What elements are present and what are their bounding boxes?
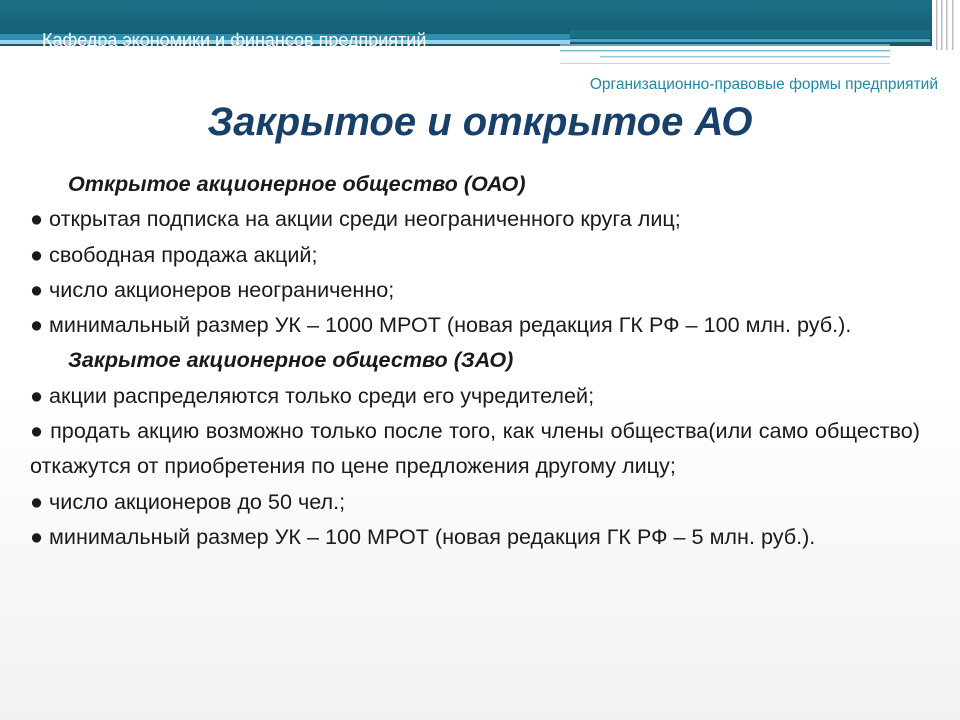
slide-subtitle: Организационно-правовые формы предприятий xyxy=(589,76,938,93)
section-heading-zao: Закрытое акционерное общество (ЗАО) xyxy=(68,347,514,373)
bullet-oao-subscription: ● открытая подписка на акции среди неограниченного круга лиц; xyxy=(30,206,681,232)
header-corner-box xyxy=(932,0,960,70)
bullet-oao-min-capital: ● минимальный размер УК – 1000 МРОТ (новая редакция ГК РФ – 100 млн. руб.). xyxy=(30,312,852,338)
bullet-zao-min-capital: ● минимальный размер УК – 100 МРОТ (новая редакция ГК РФ – 5 млн. руб.). xyxy=(30,523,816,549)
bullet-zao-distribution: ● акции распределяются только среди его учредителей; xyxy=(30,382,595,408)
header-corner-lines xyxy=(932,0,960,70)
section-heading-oao: Открытое акционерное общество (ОАО) xyxy=(68,171,526,196)
bullet-zao-shareholders: ● число акционеров до 50 чел.; xyxy=(30,488,346,514)
bullet-oao-free-sale: ● свободная продажа акций; xyxy=(30,241,318,267)
bullet-oao-shareholders: ● число акционеров неограниченно; xyxy=(30,276,395,302)
slide-content xyxy=(30,166,920,554)
department-title: Кафедра экономики и финансов предприятий xyxy=(42,30,427,50)
slide-title: Закрытое и открытое АО xyxy=(207,100,753,144)
bullet-zao-sale-restriction: ● продать акцию возможно только после того, как члены общества(или само общество) откажутся от приобретения по цене предложения другому лицу; xyxy=(30,418,920,479)
